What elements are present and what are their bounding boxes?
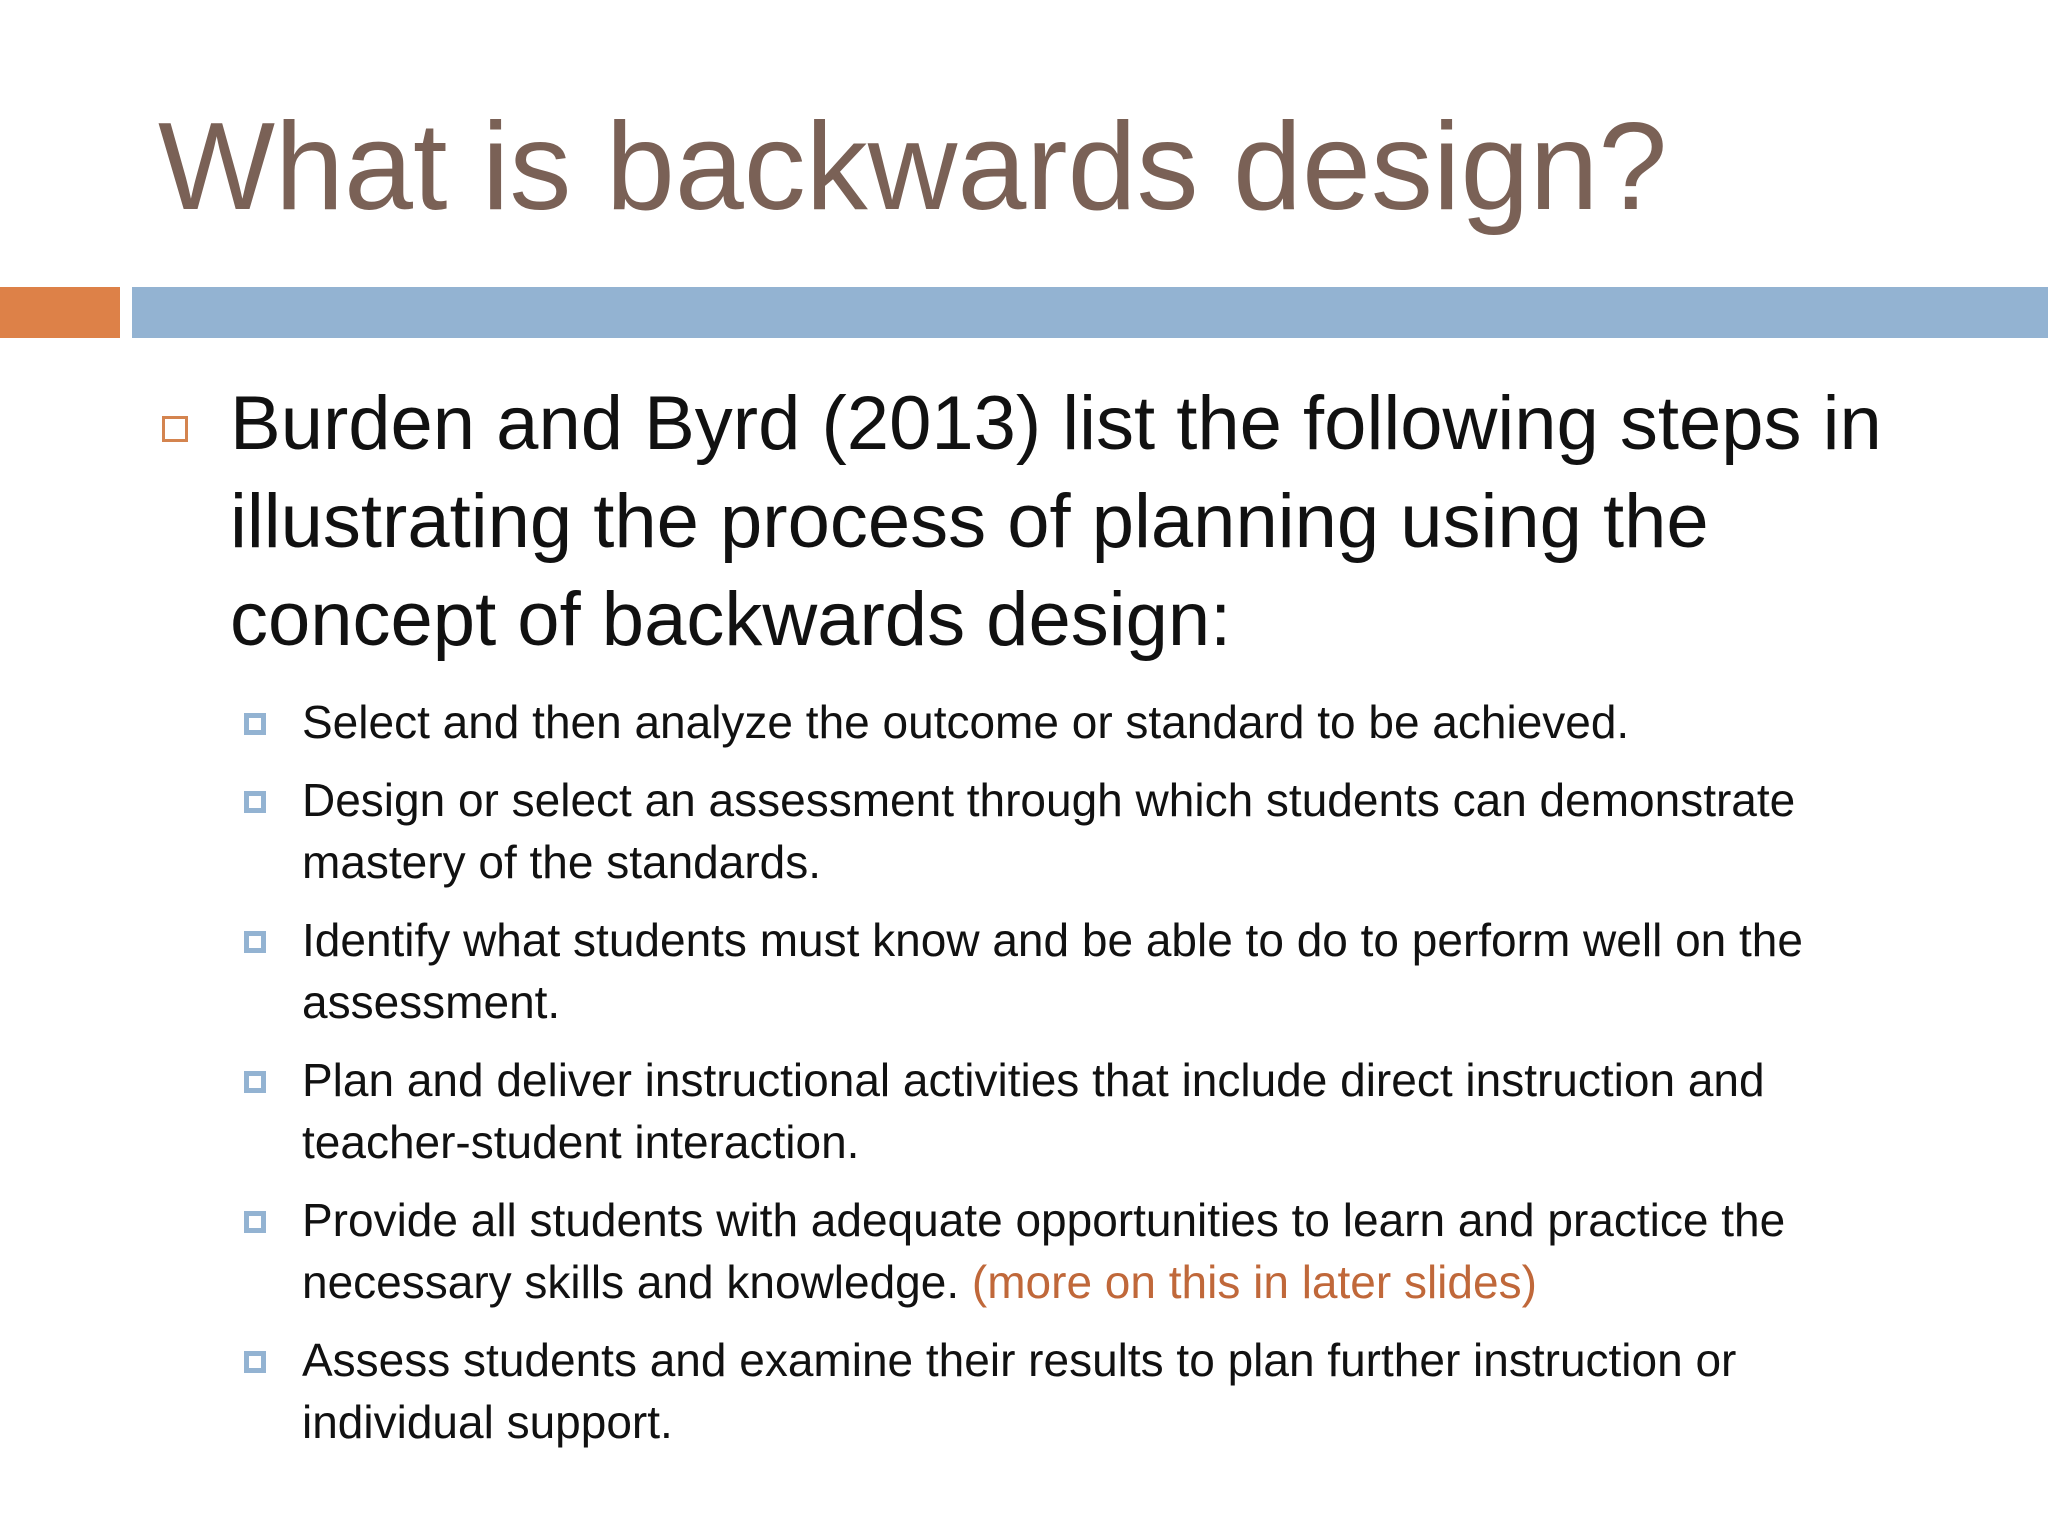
step-text: Select and then analyze the outcome or standard to be achieved. (302, 696, 1630, 748)
square-bullet-icon (244, 713, 266, 735)
list-item (158, 1329, 1938, 1453)
step-text: Provide all students with adequate opportunities to learn and practice the necessary skills and knowledge. (302, 1194, 1786, 1308)
list-item (158, 1049, 1938, 1173)
list-item (158, 1189, 1938, 1313)
square-bullet-icon (162, 416, 188, 442)
later-slides-note: (more on this in later slides) (971, 1256, 1537, 1308)
title-accent-bar-blue (132, 287, 2048, 338)
square-bullet-icon (244, 1351, 266, 1373)
title-accent-bar-orange (0, 287, 120, 338)
list-item (158, 909, 1938, 1033)
square-bullet-icon (244, 931, 266, 953)
steps-list (158, 691, 1938, 1453)
main-bullet (158, 375, 1938, 669)
step-text: Plan and deliver instructional activities that include direct instruction and teacher-student interaction. (302, 1054, 1765, 1168)
square-bullet-icon (244, 1071, 266, 1093)
step-text: Assess students and examine their results to plan further instruction or individual support. (302, 1334, 1737, 1448)
slide-body (158, 375, 1938, 1469)
square-bullet-icon (244, 791, 266, 813)
list-item (158, 769, 1938, 893)
list-item (158, 691, 1938, 753)
step-text: Identify what students must know and be able to do to perform well on the assessment. (302, 914, 1803, 1028)
square-bullet-icon (244, 1211, 266, 1233)
slide-title: What is backwards design? (158, 98, 1668, 236)
main-bullet-text: Burden and Byrd (2013) list the following steps in illustrating the process of planning using the concept of backwards design: (230, 381, 1882, 662)
step-text: Design or select an assessment through which students can demonstrate mastery of the standards. (302, 774, 1796, 888)
